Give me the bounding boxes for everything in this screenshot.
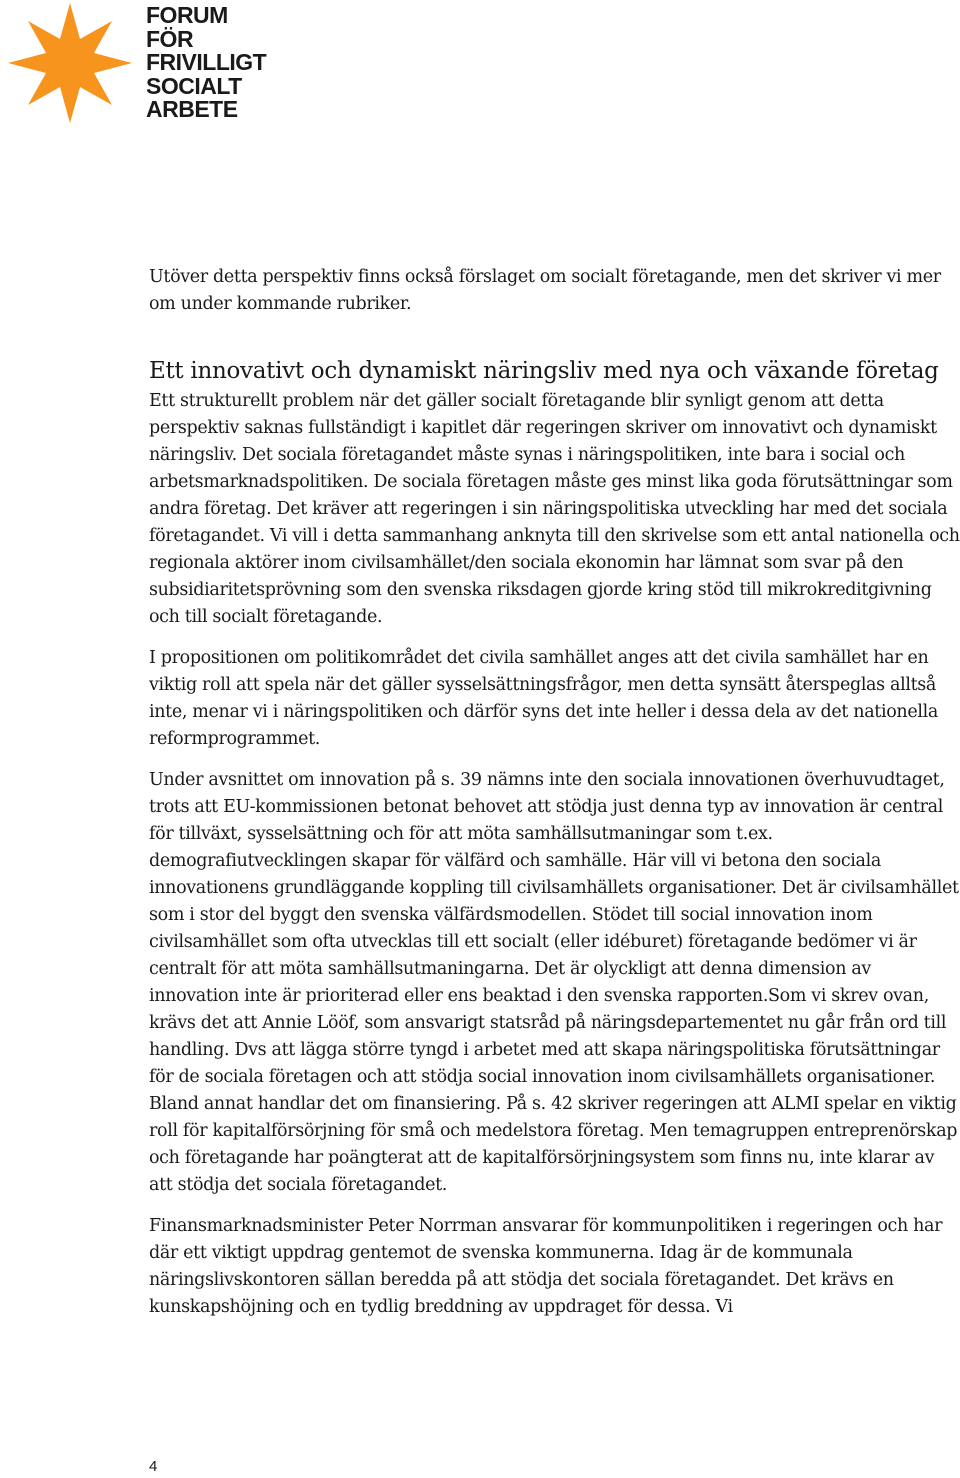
intro-paragraph: Utöver detta perspektiv finns också förslaget om socialt företagande, men det skriver vi mer om under kommande rubriker. xyxy=(149,267,941,314)
logo-line-2: FÖR xyxy=(146,25,194,52)
page-number: 4 xyxy=(149,1458,158,1475)
body-paragraph-2: I propositionen om politikområdet det civila samhället anges att det civila samhället har en viktig roll att spela när det gäller sysselsättningsfrågor, men detta synsätt återspeglas alltså inte, menar vi i näringspolitiken och därför syns det inte heller i dessa dela av det nationella reformprogrammet. xyxy=(149,648,938,749)
logo-line-5: ARBETE xyxy=(146,96,238,122)
logo-line-4: SOCIALT xyxy=(146,72,242,99)
logo-line-1: FORUM xyxy=(146,2,228,28)
document-body xyxy=(149,264,960,1335)
logo-wordmark xyxy=(146,4,266,122)
body-paragraph-1: Ett strukturellt problem när det gäller socialt företagande blir synligt genom att detta perspektiv saknas fullständigt i kapitlet där regeringen skriver om innovativt och dynamiskt näringsliv. Det sociala företagandet måste synas i näringspolitiken, inte bara i social och arbetsmarknadspolitiken. De sociala företagen måste ges minst lika goda förutsättningar som andra företag. Det kräver att regeringen i sin näringspolitiska utveckling har med det sociala företagandet. Vi vill i detta sammanhang anknyta till den skrivelse som ett antal nationella och regionala aktörer inom civilsamhället/den sociala ekonomin har lämnat som svar på den subsidiaritetsprövning som den svenska riksdagen gjorde kring stöd till mikrokreditgivning och till socialt företagande. xyxy=(149,391,960,627)
body-paragraph-4: Finansmarknadsminister Peter Norrman ansvarar för kommunpolitiken i regeringen och har där ett viktigt uppdrag gentemot de svenska kommunerna. Idag är de kommunala näringslivskontoren sällan beredda på att stödja det sociala företagandet. Det krävs en kunskapshöjning och en tydlig breddning av uppdraget för dessa. Vi xyxy=(149,1216,943,1317)
body-paragraph-3: Under avsnittet om innovation på s. 39 nämns inte den sociala innovationen överhuvudtaget, trots att EU-kommissionen betonat behovet att stödja just denna typ av innovation är central för tillväxt, sysselsättning och för att möta samhällsutmaningar som t.ex. demografiutvecklingen skapar för välfärd och samhälle. Här vill vi betona den sociala innovationens grundläggande koppling till civilsamhällets organisationer. Det är civilsamhället som i stor del byggt den svenska välfärdsmodellen. Stödet till social innovation inom civilsamhället som ofta utvecklas till ett socialt (eller idéburet) företagande bedömer vi är centralt för att möta samhällsutmaningarna. Det är olyckligt att denna dimension av innovation inte är prioriterad eller ens beaktad i den svenska rapporten.Som vi skrev ovan, krävs det att Annie Lööf, som ansvarigt statsråd på näringsdepartementet nu går från ord till handling. Dvs att lägga större tyngd i arbetet med att skapa näringspolitiska förutsättningar för de sociala företagen och att stödja social innovation inom civilsamhällets organisationer. Bland annat handlar det om finansiering. På s. 42 skriver regeringen att ALMI spelar en viktig roll för kapitalförsörjning för små och medelstora företag. Men temagruppen entreprenörskap och företagande har poängterat att de kapitalförsörjningsystem som finns nu, inte klarar av att stödja det sociala företagandet. xyxy=(149,770,959,1195)
organization-logo xyxy=(0,0,267,130)
logo-line-3: FRIVILLIGT xyxy=(146,49,267,75)
star-logo-icon xyxy=(4,0,136,126)
section-heading: Ett innovativt och dynamiskt näringsliv med nya och växande företag xyxy=(149,358,939,384)
